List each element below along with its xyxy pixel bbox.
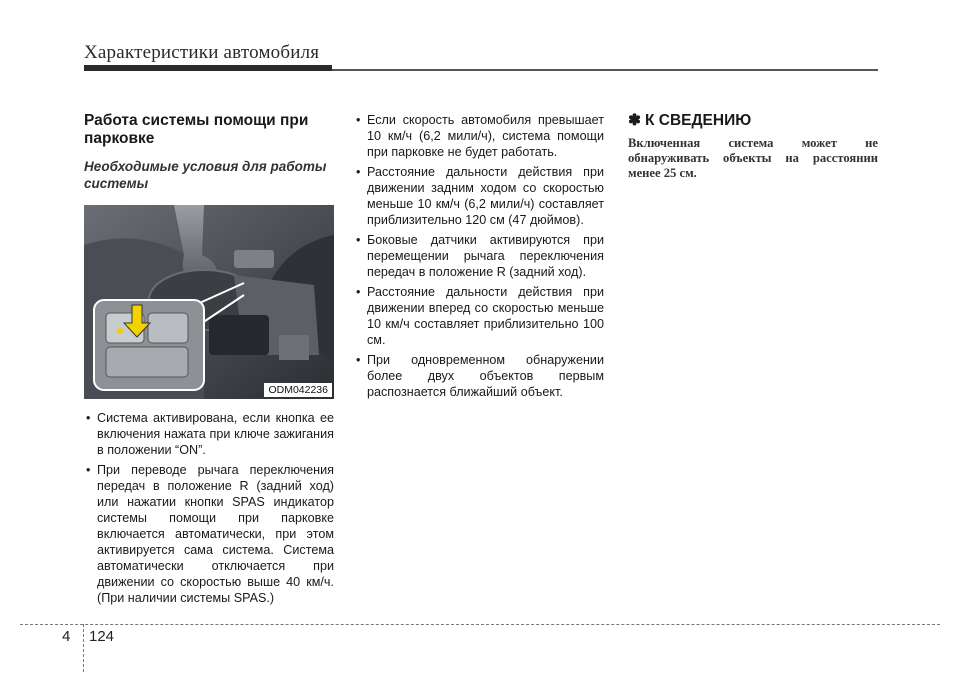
list-item: • Расстояние дальности действия при движении задним ходом со скоростью меньше 10 км/ч (6,2 мили/ч) составляет приблизительно 120 см (47 дюймов). bbox=[354, 164, 604, 228]
section-subtitle: Необходимые условия для работы системы bbox=[84, 159, 327, 191]
header-rule-thin bbox=[332, 69, 878, 71]
parking-assist-figure bbox=[84, 205, 334, 399]
footer-rule bbox=[20, 624, 940, 625]
bullet-list-col1 bbox=[84, 410, 334, 606]
list-item: • Если скорость автомобиля превышает 10 км/ч (6,2 мили/ч), система помощи при парковке не будет работать. bbox=[354, 112, 604, 160]
page-number: 124 bbox=[89, 628, 115, 645]
header-rule-thick bbox=[84, 65, 332, 71]
console-illustration bbox=[84, 205, 334, 399]
chapter-header-title: Характеристики автомобиля bbox=[84, 42, 320, 63]
note-body: Включенная система может не обнаруживать объекты на расстоянии менее 25 см. bbox=[628, 136, 878, 180]
note-heading bbox=[628, 112, 878, 130]
column-3 bbox=[628, 112, 878, 181]
list-item: • При переводе рычага переключения передач в положение R (задний ход) или нажатии кнопки SPAS индикатор системы помощи при парковке включается автоматически, при этом активируется сама система. Система автоматически отключается при движении со скоростью выше 40 км/ч. (При наличии системы SPAS.) bbox=[84, 462, 334, 606]
figure-code-label: ODM042236 bbox=[264, 383, 332, 397]
column-1 bbox=[84, 112, 334, 610]
list-item: • Система активирована, если кнопка ее включения нажата при ключе зажигания в положении “ON”. bbox=[84, 410, 334, 458]
column-2 bbox=[354, 112, 604, 404]
list-item: • Расстояние дальности действия при движении вперед со скоростью меньше 10 км/ч составляет приблизительно 100 см. bbox=[354, 284, 604, 348]
note-title: К СВЕДЕНИЮ bbox=[645, 112, 752, 129]
section-title: Работа системы помощи при парковке bbox=[84, 112, 309, 147]
bullet-list-col2 bbox=[354, 112, 604, 400]
list-item: • При одновременном обнаружении более двух объектов первым распознается ближайший объект. bbox=[354, 352, 604, 400]
list-item: • Боковые датчики активируются при перемещении рычага переключения передач в положение R (задний ход). bbox=[354, 232, 604, 280]
note-asterisk-icon: ✽ bbox=[628, 112, 641, 129]
chapter-number: 4 bbox=[62, 628, 71, 645]
footer-divider bbox=[83, 624, 84, 672]
